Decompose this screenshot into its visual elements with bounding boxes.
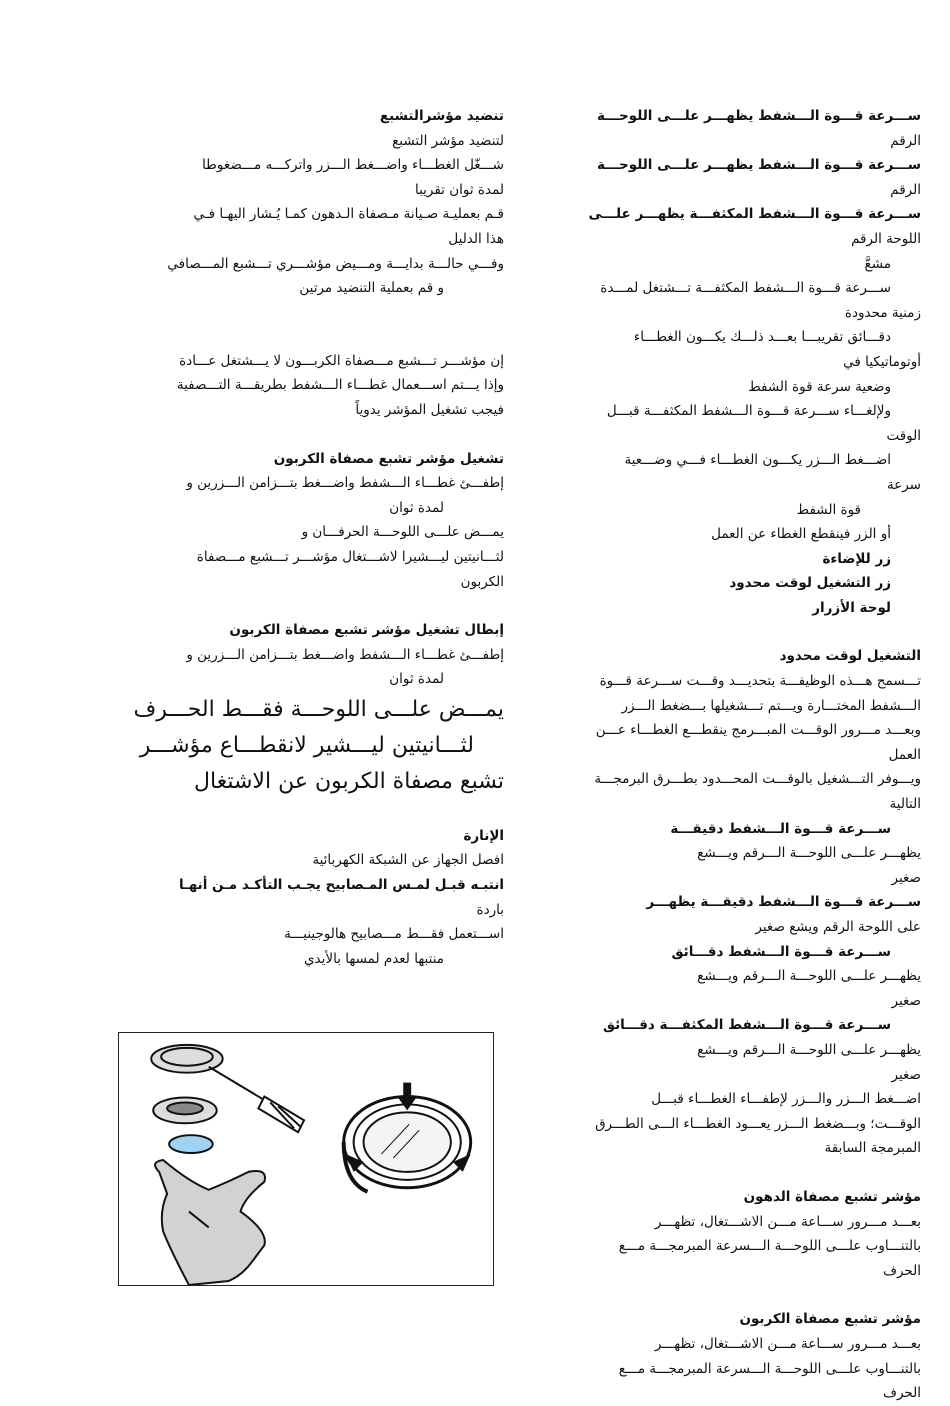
left-line-9 [118,325,504,349]
right-line-45: بعـــد مـــرور ســـاعة مـــن الاشـــتغال، تظهـــر [654,1213,921,1230]
left-line-1: لتنضيد مؤشر التشبع [392,132,504,149]
right-line-33: على اللوحة الرقم ويشع صغير [755,919,921,935]
left-line-21: إبطال تشغيل مؤشر تشبع مصفاة الكربون [229,622,504,639]
right-line-44: مؤشر تشبع مصفاة الدهون [743,1188,921,1205]
right-line-48 [535,1283,921,1307]
right-line-8: زمنية محدودة [844,304,921,321]
right-line-1: الرقم [890,132,921,149]
left-line-30: انتبـه قبـل لمـس المـصابيح يجـب التأكـد مـن أنهـا [179,877,504,894]
halogen-bulb-drawing [169,1135,213,1153]
right-line-4: ســـرعة قـــوة الـــشفط المكثفـــة يظهـــر علـــى [588,206,921,223]
right-line-50: بعـــد مـــرور ســـاعة مـــن الاشـــتغال، تظهـــر [654,1335,921,1352]
left-line-7: و قم بعملية التنضيد مرتين [299,280,444,297]
right-column [535,104,921,1406]
right-line-10: أوتوماتيكيا في [843,353,921,370]
right-line-15: سرعة [886,476,921,493]
right-line-23: تـــسمح هـــذه الوظيفـــة بتحديـــد وقـــت ســـرعة قـــوة [599,673,921,690]
left-line-6: وفـــي حالـــة بدايـــة ومـــيض مؤشـــري تـــشبع المـــصافي [167,255,504,272]
glove-hand-drawing [155,1160,265,1285]
right-line-32: ســـرعة قـــوة الـــشفط دقيقـــة يظهـــر [646,894,921,911]
left-line-29: افصل الجهاز عن الشبكة الكهربائية [312,852,504,869]
right-line-47: الحرف [882,1262,921,1279]
right-line-24: الـــشفط المختـــارة ويـــتم تـــشغيلها بـــضغط الـــزر [621,697,921,714]
right-line-49: مؤشر تشبع مصفاة الكربون [739,1311,921,1328]
right-line-52: الحرف [882,1385,921,1402]
right-line-42: المبرمجة السابقة [824,1140,921,1157]
left-line-19: الكربون [460,573,504,590]
lamp-replacement-illustration [118,1032,494,1286]
left-line-28: الإنارة [463,827,504,844]
lamp-cover-drawing [153,1097,216,1123]
left-line-0: تنضيد مؤشرالتشبع [379,108,504,124]
left-line-33: منتبها لعدم لمسها بالأيدي [303,950,444,967]
left-line-4: قـم بعمليـة صـيانة مـصفاة الـدهون كمـا يُـشار اليهـا فـي [193,206,504,223]
right-line-43 [535,1161,921,1185]
left-line-5: هذا الدليل [448,230,504,247]
right-line-51: بالتنـــاوب علـــى اللوحـــة الـــسرعة المبرمجـــة مـــع [618,1360,921,1377]
right-line-14: اضـــغط الـــزر يكـــون الغطـــاء فـــي وضـــعية [624,452,891,469]
right-line-29: ســـرعة قـــوة الـــشفط دقيقـــة [670,820,891,837]
right-line-12: ولإلغـــاء ســـرعة قـــوة الـــشفط المكثفـــة قبـــل [606,403,891,420]
right-line-0: ســـرعة قـــوة الـــشفط يظهـــر علـــى اللوحـــة [596,108,921,124]
right-line-6: مشعَّ [864,255,891,272]
right-line-28: التالية [889,796,921,813]
left-line-12: فيجب تشغيل المؤشر يدوياً [355,401,504,418]
left-line-31: باردة [476,901,504,918]
right-line-37: ســـرعة قـــوة الـــشفط المكثفـــة دقـــائق [602,1017,891,1034]
lamp-ring-drawing [344,1096,471,1191]
right-line-36: صغير [891,992,921,1009]
left-line-22: إطفـــئ غطـــاء الـــشفط واضـــغط بتـــزامن الـــزرين و [186,646,504,663]
right-line-5: اللوحة الرقم [851,230,921,247]
left-line-24: يمـــض علـــى اللوحـــة فقـــط الحـــرف [133,696,504,722]
right-line-19: زر التشغيل لوقت محدود [729,575,891,592]
right-line-34: ســـرعة قـــوة الـــشفط دقـــائق [671,943,891,960]
right-line-17: أو الزر فينقطع الغطاء عن العمل [711,526,891,543]
left-line-17: يمـــض علـــى اللوحـــة الحرفـــان و [301,524,504,541]
right-line-22: التشغيل لوقت محدود [779,648,921,665]
right-line-27: ويـــوفر التـــشغيل بالوقـــت المحـــدود بطـــرق البرمجـــة [594,771,921,788]
lamp-illustration-svg [119,1033,493,1285]
left-line-16: لمدة ثوان [389,499,444,516]
right-line-31: صغير [891,869,921,886]
right-line-18: زر للإضاءة [822,550,891,567]
left-line-26: تشبع مصفاة الكربون عن الاشتغال [194,768,504,794]
right-line-20: لوحة الأزرار [812,599,891,616]
left-line-27 [118,800,504,824]
right-line-41: الوقـــت؛ وبـــضغط الـــزر يعـــود الغطـــاء الـــى الطـــرق [595,1115,921,1132]
right-line-16: قوة الشفط [796,501,861,518]
left-line-25: لثـــانيتين ليـــشير لانقطـــاع مؤشـــر [139,732,474,758]
left-line-13 [118,423,504,447]
left-line-2: شـــغّل الغطـــاء واضـــغط الـــزر واتركـــه مـــضغوطا [202,157,504,174]
right-line-7: ســـرعة قـــوة الـــشفط المكثفـــة تـــشتغل لمـــدة [600,280,891,297]
left-line-15: إطفـــئ غطـــاء الـــشفط واضـــغط بتـــزامن الـــزرين و [186,475,504,492]
right-line-2: ســـرعة قـــوة الـــشفط يظهـــر علـــى اللوحـــة [596,157,921,174]
right-line-35: يظهـــر علـــى اللوحـــة الـــرقم ويـــشع [697,968,921,985]
left-line-14: تشغيل مؤشر تشبع مصفاة الكربون [273,450,504,467]
right-line-3: الرقم [890,181,921,198]
left-line-20 [118,594,504,618]
left-line-32: اســـتعمل فقـــط مـــصابيح هالوجينيـــة [284,926,504,943]
left-line-23: لمدة ثوان [389,671,444,688]
left-line-11: وإذا يـــتم اســـعمال غطـــاء الـــشفط بطريقـــة التـــصفية [176,377,504,394]
right-line-21 [535,620,921,644]
right-line-26: العمل [888,746,921,763]
left-line-8 [118,301,504,325]
right-line-40: اضـــغط الـــزر والـــزر لإطفـــاء الغطـــاء قبـــل [651,1091,921,1108]
right-line-11: وضعية سرعة قوة الشفط [748,378,891,395]
right-line-13: الوقت [886,427,921,444]
right-line-30: يظهـــر علـــى اللوحـــة الـــرقم ويـــشع [697,845,921,862]
right-line-39: صغير [891,1066,921,1083]
left-column [118,104,504,971]
right-line-38: يظهـــر علـــى اللوحـــة الـــرقم ويـــشع [697,1041,921,1058]
left-line-18: لثـــانيتين ليـــشيرا لاشـــتغال مؤشـــر تـــشبع مـــصفاة [196,548,504,565]
left-line-10: إن مؤشـــر تـــشبع مـــصفاة الكربـــون لا يـــشتغل عـــادة [179,352,504,369]
right-line-46: بالتنـــاوب علـــى اللوحـــة الـــسرعة المبرمجـــة مـــع [618,1238,921,1255]
right-line-9: دقـــائق تقريبـــا بعـــد ذلـــك يكـــون الغطـــاء [633,329,891,346]
right-line-25: وبعـــد مـــرور الوقـــت المبـــرمج ينقطـــع الغطـــاء عـــن [595,722,921,739]
left-line-3: لمدة ثوان تقريبا [414,181,504,198]
